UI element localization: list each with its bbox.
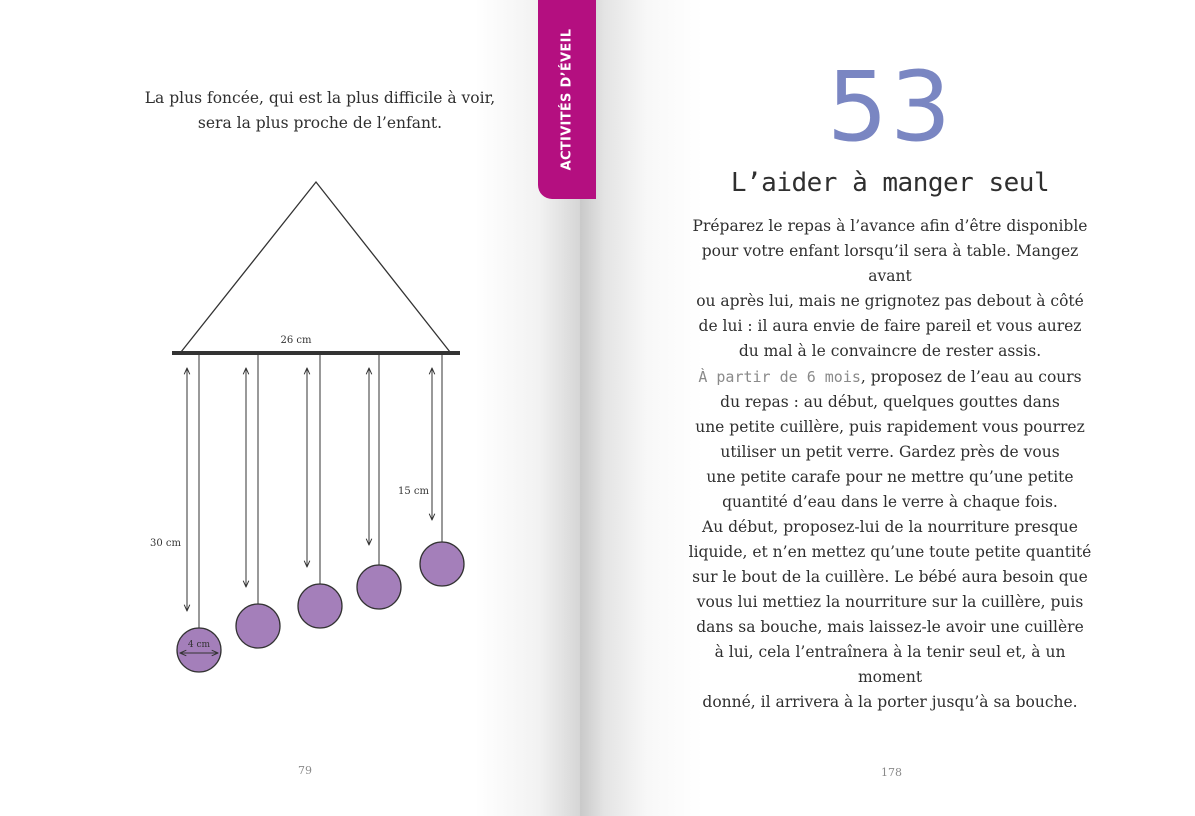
mobile-ball — [177, 628, 221, 672]
text-line: utiliser un petit verre. Gardez près de vous — [720, 443, 1060, 461]
text-line: du mal à le convaincre de rester assis. — [738, 342, 1042, 360]
text-line: de lui : il aura envie de faire pareil et vous aurez — [698, 317, 1082, 335]
text-line: Au début, proposez-lui de la nourriture presque — [702, 518, 1078, 536]
text-line: donné, il arrivera à la porter jusqu’à sa bouche. — [702, 693, 1078, 711]
mobile-diagram — [0, 0, 580, 816]
text-line: pour votre enfant lorsqu’il sera à table. Mangez avant — [701, 242, 1079, 285]
text-line: vous lui mettiez la nourriture sur la cuillère, puis — [696, 593, 1084, 611]
lead-phrase: À partir de 6 mois — [698, 368, 861, 386]
mobile-ball — [420, 542, 464, 586]
text-fragment: , proposez de l’eau au cours — [860, 368, 1082, 386]
paragraph-1 — [682, 214, 1098, 364]
text-line: une petite carafe pour ne mettre qu’une petite — [706, 468, 1074, 486]
text-line: liquide, et n’en mettez qu’une toute petite quantité — [688, 543, 1092, 561]
diameter-label: 4 cm — [187, 640, 211, 650]
bar-length-label: 26 cm — [280, 335, 312, 346]
mobile-ball — [236, 604, 280, 648]
section-tab — [538, 0, 596, 199]
intro-line: La plus foncée, qui est la plus difficile à voir, — [144, 89, 496, 107]
activity-number: 53 — [826, 51, 954, 163]
text-line: dans sa bouche, mais laissez-le avoir une cuillère — [696, 618, 1084, 636]
length-label-30: 30 cm — [150, 538, 181, 549]
text-line: ou après lui, mais ne grignotez pas debout à côté — [696, 292, 1084, 310]
triangle-frame — [181, 182, 450, 352]
text-line — [682, 365, 1098, 390]
text-line: une petite cuillère, puis rapidement vous pourrez — [695, 418, 1085, 436]
page-number-right: 178 — [881, 766, 902, 779]
length-label-15: 15 cm — [398, 486, 429, 497]
text-line: à lui, cela l’entraînera à la tenir seul et, à un moment — [714, 643, 1066, 686]
mobile-ball — [357, 565, 401, 609]
mobile-ball — [298, 584, 342, 628]
text-line: sur le bout de la cuillère. Le bébé aura besoin que — [692, 568, 1088, 586]
intro-line: sera la plus proche de l’enfant. — [197, 114, 443, 132]
text-line: quantité d’eau dans le verre à chaque fois. — [722, 493, 1058, 511]
text-line: Préparez le repas à l’avance afin d’être disponible — [692, 217, 1088, 235]
paragraph-2 — [682, 365, 1098, 715]
text-line: du repas : au début, quelques gouttes dans — [720, 393, 1060, 411]
section-tab-label: ACTIVITÉS D’ÉVEIL — [559, 28, 575, 171]
page-number-left: 79 — [298, 764, 312, 777]
page-title: L’aider à manger seul — [730, 168, 1050, 198]
